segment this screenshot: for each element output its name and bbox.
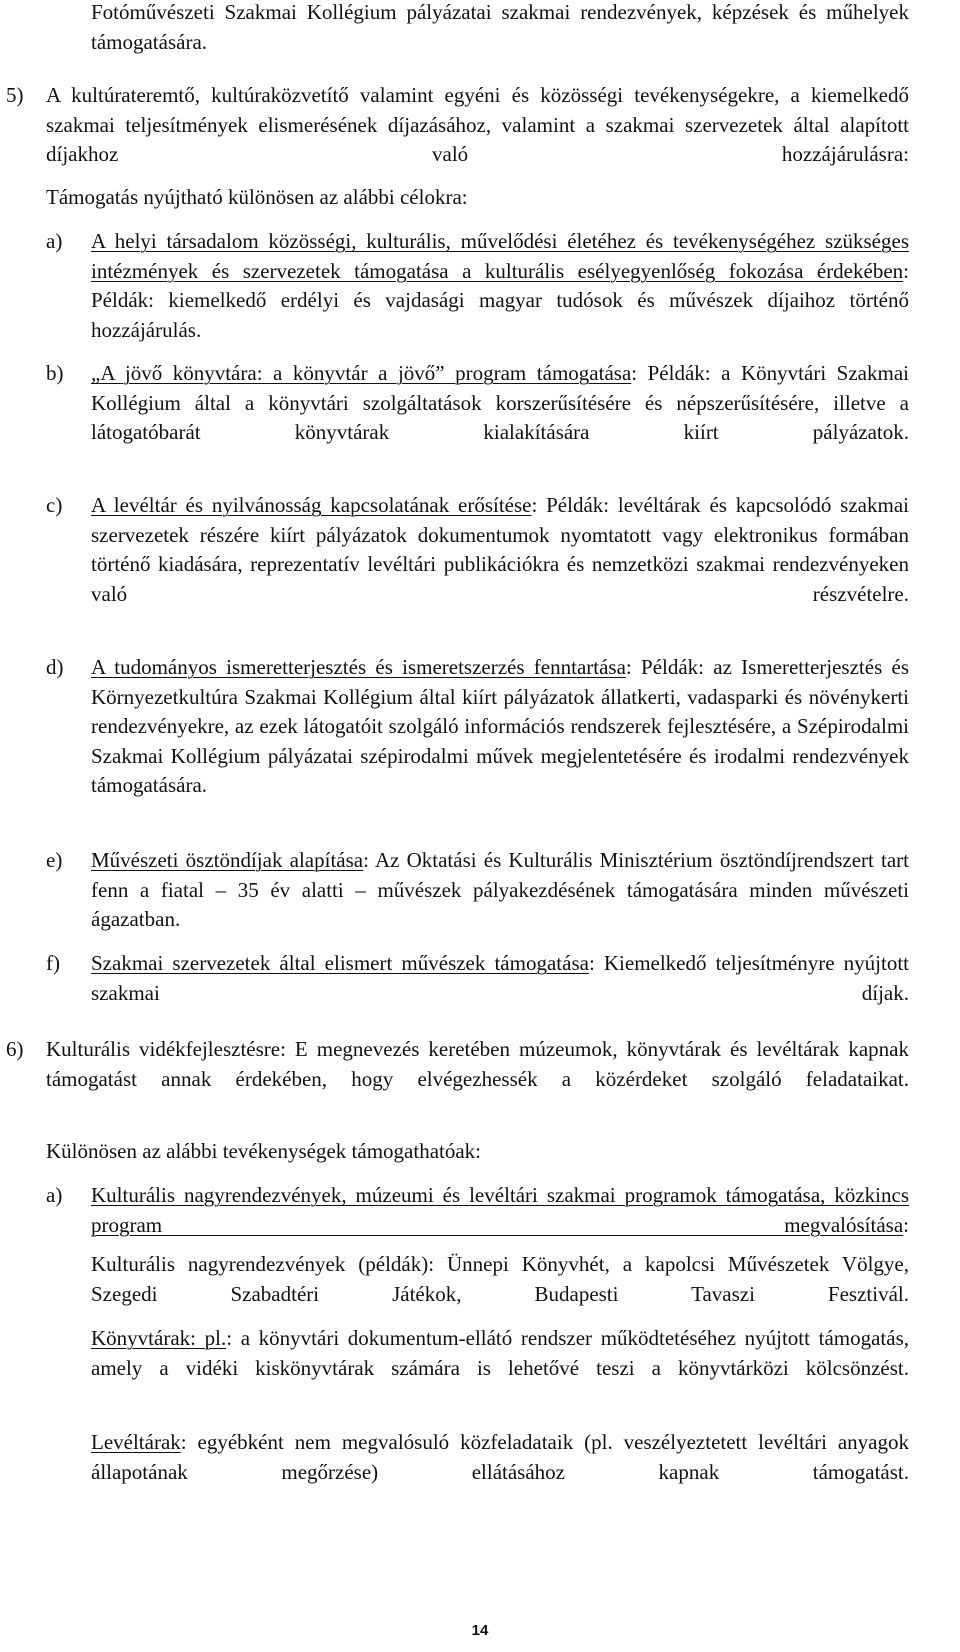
item-d-body: : Példák: az Ismeretterjesztés és Környezetkultúra Szakmai Kollégium által kiírt pályázatok állatkerti, vadasparki és növénykerti rendezvényekre, az ezek látogatóit szolgáló információs rendszerek fejlesztésére, a Szépirodalmi Szakmai Kollégium pályázatai szépirodalmi művek megjelentetésére és irodalmi rendezvények támogatására. [91, 655, 909, 797]
s6-libraries-body: : a könyvtári dokumentum-ellátó rendszer működtetéséhez nyújtott támogatás, amely a vidéki kiskönyvtárak számára is lehetővé teszi a könyvtárközi kölcsönzést. [91, 1326, 909, 1380]
item-d-label: d) [46, 655, 64, 679]
item-c-title: A levéltár és nyilvánosság kapcsolatának erősítése [91, 493, 532, 517]
s6-item-a-label: a) [46, 1183, 63, 1207]
s6-libraries-heading: Könyvtárak: pl. [91, 1326, 227, 1350]
section-5-support-intro: Támogatás nyújtható különösen az alábbi célokra: [46, 185, 468, 209]
item-f-label: f) [46, 951, 60, 975]
s6-archives-body: : egyébként nem megvalósuló közfeladataik (pl. veszélyeztetett levéltári anyagok állapotának megőrzése) ellátásához kapnak támogatást. [91, 1430, 909, 1484]
section-6-support-intro: Különösen az alábbi tevékenységek támogathatóak: [46, 1139, 482, 1163]
s6-item-a-colon: : [903, 1212, 909, 1237]
item-a-text [91, 227, 909, 375]
s6-item-a-archives [91, 1428, 909, 1517]
item-f-title: Szakmai szervezetek által elismert művészek támogatása [91, 951, 589, 975]
item-b-body: : Példák: a Könyvtári Szakmai Kollégium által a könyvtári szolgáltatások korszerűsítésére és népszerűsítésére, illetve a látogatóbarát könyvtárak kialakítására kiírt pályázatok. [91, 361, 909, 444]
item-e-body: : Az Oktatási és Kulturális Minisztérium ösztöndíjrendszert tart fenn a fiatal – 35 év alatti – művészek pályakezdésének támogatására minden művészeti ágazatban. [91, 848, 909, 931]
section-6-text: Kulturális vidékfejlesztésre: E megnevezés keretében múzeumok, könyvtárak és levéltárak kapnak támogatást annak érdekében, hogy elvégezhessék a közérdeket szolgáló feladataikat. [46, 1037, 909, 1091]
item-c-body: : Példák: levéltárak és kapcsolódó szakmai szervezetek részére kiírt pályázatok dokumentumok nyomtatott vagy elektronikus formában történő kiadására, reprezentatív levéltári publikációkra és nemzetközi szakmai rendezvényeken való részvételre. [91, 493, 909, 606]
intro-continuation: Fotóművészeti Szakmai Kollégium pályázatai szakmai rendezvények, képzések és műhelyek támogatására. [91, 0, 909, 54]
s6-item-a-title: Kulturális nagyrendezvények, múzeumi és levéltári szakmai programok támogatása, közkincs program megvalósítása [91, 1183, 909, 1237]
section-5-number: 5) [6, 83, 24, 107]
item-e-title: Művészeti ösztöndíjak alapítása [91, 848, 364, 872]
item-f-body: : Kiemelkedő teljesítményre nyújtott szakmai díjak. [91, 951, 909, 1005]
item-a-body: : Példák: kiemelkedő erdélyi és vajdasági magyar tudósok és művészek díjaihoz történő hozzájárulás. [91, 258, 909, 342]
page-number: 14 [471, 1622, 489, 1639]
item-d-text [91, 653, 909, 830]
item-e-label: e) [46, 848, 63, 872]
section-5-text: A kultúrateremtő, kultúraközvetítő valamint egyéni és közösségi tevékenységekre, a kiemelkedő szakmai teljesítmények elismerésének díjazásához, valamint a szakmai szervezetek által alapított díjakhoz való hozzájárulásra: [46, 83, 909, 166]
item-a-label: a) [46, 229, 63, 253]
item-d-title: A tudományos ismeretterjesztés és ismeretszerzés fenntartása [91, 655, 626, 679]
s6-item-a-libraries [91, 1324, 909, 1413]
item-b-title: „A jövő könyvtára: a könyvtár a jövő” program támogatása [91, 361, 632, 385]
item-b-text [91, 359, 909, 477]
s6-item-a-events: Kulturális nagyrendezvények (példák): Ünnepi Könyvhét, a kapolcsi Művészetek Völgye, Szegedi Szabadtéri Játékok, Budapesti Tavaszi Fesztivál. [91, 1252, 909, 1306]
item-c-text [91, 491, 909, 639]
item-f-text [91, 949, 909, 1038]
item-c-label: c) [46, 493, 63, 517]
s6-archives-heading: Levéltárak [91, 1430, 181, 1454]
section-6-number: 6) [6, 1037, 24, 1061]
item-e-text [91, 846, 909, 964]
item-b-label: b) [46, 361, 64, 385]
item-a-title: A helyi társadalom közösségi, kulturális, művelődési életéhez és tevékenységéhez szükséges intézmények és szervezetek támogatása a kulturális esélyegyenlőség fokozása érdekében [91, 229, 909, 283]
